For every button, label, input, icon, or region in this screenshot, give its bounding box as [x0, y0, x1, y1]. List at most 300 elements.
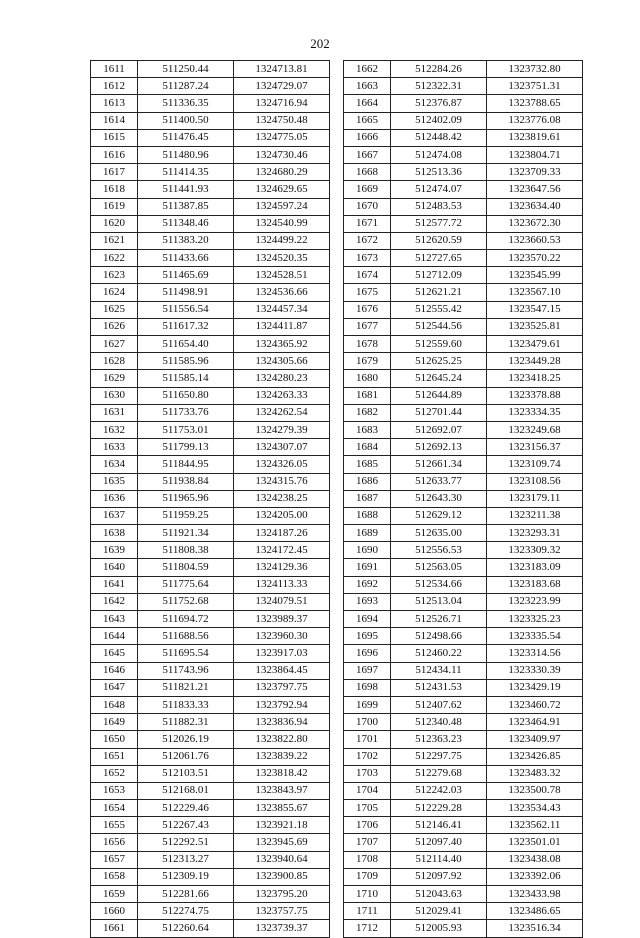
x-coordinate-cell: 512274.75: [138, 903, 234, 920]
y-coordinate-cell: 1323183.68: [487, 576, 583, 593]
point-number-cell: 1626: [91, 318, 138, 335]
x-coordinate-cell: 512526.71: [391, 611, 487, 628]
table-row: [344, 851, 583, 868]
x-coordinate-cell: 511585.14: [138, 370, 234, 387]
point-number-cell: 1631: [91, 404, 138, 421]
y-coordinate-cell: 1323855.67: [234, 800, 330, 817]
x-coordinate-cell: 512146.41: [391, 817, 487, 834]
y-coordinate-cell: 1323525.81: [487, 318, 583, 335]
x-coordinate-cell: 512229.46: [138, 800, 234, 817]
table-row: [91, 714, 330, 731]
y-coordinate-cell: 1324079.51: [234, 593, 330, 610]
point-number-cell: 1707: [344, 834, 391, 851]
x-coordinate-cell: 512363.23: [391, 731, 487, 748]
point-number-cell: 1683: [344, 421, 391, 438]
x-coordinate-cell: 512097.40: [391, 834, 487, 851]
point-number-cell: 1647: [91, 679, 138, 696]
point-number-cell: 1696: [344, 645, 391, 662]
x-coordinate-cell: 511844.95: [138, 456, 234, 473]
table-row: [344, 78, 583, 95]
x-coordinate-cell: 512313.27: [138, 851, 234, 868]
table-row: [91, 353, 330, 370]
point-number-cell: 1641: [91, 576, 138, 593]
point-number-cell: 1690: [344, 542, 391, 559]
x-coordinate-cell: 512513.04: [391, 593, 487, 610]
point-number-cell: 1654: [91, 800, 138, 817]
x-coordinate-cell: 512633.77: [391, 473, 487, 490]
x-coordinate-cell: 512635.00: [391, 525, 487, 542]
point-number-cell: 1711: [344, 903, 391, 920]
point-number-cell: 1679: [344, 353, 391, 370]
table-row: [344, 834, 583, 851]
table-row: [344, 146, 583, 163]
table-row: [344, 731, 583, 748]
x-coordinate-cell: 512431.53: [391, 679, 487, 696]
x-coordinate-cell: 512727.65: [391, 250, 487, 267]
page-number: 202: [310, 36, 330, 51]
table-row: [344, 232, 583, 249]
x-coordinate-cell: 511833.33: [138, 696, 234, 713]
x-coordinate-cell: 512267.43: [138, 817, 234, 834]
point-number-cell: 1692: [344, 576, 391, 593]
table-row: [344, 387, 583, 404]
y-coordinate-cell: 1323795.20: [234, 886, 330, 903]
y-coordinate-cell: 1323570.22: [487, 250, 583, 267]
x-coordinate-cell: 512620.59: [391, 232, 487, 249]
y-coordinate-cell: 1323429.19: [487, 679, 583, 696]
table-row: [91, 232, 330, 249]
point-number-cell: 1669: [344, 181, 391, 198]
point-number-cell: 1633: [91, 439, 138, 456]
table-row: [91, 507, 330, 524]
point-number-cell: 1653: [91, 782, 138, 799]
y-coordinate-cell: 1323732.80: [487, 61, 583, 78]
table-row: [344, 507, 583, 524]
point-number-cell: 1657: [91, 851, 138, 868]
y-coordinate-cell: 1323672.30: [487, 215, 583, 232]
x-coordinate-cell: 512474.07: [391, 181, 487, 198]
y-coordinate-cell: 1323921.18: [234, 817, 330, 834]
x-coordinate-cell: 512281.66: [138, 886, 234, 903]
table-row: [91, 834, 330, 851]
table-row: [91, 146, 330, 163]
y-coordinate-cell: 1324238.25: [234, 490, 330, 507]
x-coordinate-cell: 512643.30: [391, 490, 487, 507]
x-coordinate-cell: 512625.25: [391, 353, 487, 370]
point-number-cell: 1628: [91, 353, 138, 370]
table-row: [91, 267, 330, 284]
table-row: [344, 817, 583, 834]
y-coordinate-cell: 1323757.75: [234, 903, 330, 920]
x-coordinate-cell: 512544.56: [391, 318, 487, 335]
y-coordinate-cell: 1324280.23: [234, 370, 330, 387]
y-coordinate-cell: 1323464.91: [487, 714, 583, 731]
point-number-cell: 1703: [344, 765, 391, 782]
x-coordinate-cell: 511414.35: [138, 164, 234, 181]
table-row: [91, 576, 330, 593]
x-coordinate-cell: 511688.56: [138, 628, 234, 645]
y-coordinate-cell: 1324716.94: [234, 95, 330, 112]
point-number-cell: 1652: [91, 765, 138, 782]
y-coordinate-cell: 1323108.56: [487, 473, 583, 490]
point-number-cell: 1651: [91, 748, 138, 765]
y-coordinate-cell: 1324326.05: [234, 456, 330, 473]
point-number-cell: 1636: [91, 490, 138, 507]
point-number-cell: 1685: [344, 456, 391, 473]
point-number-cell: 1620: [91, 215, 138, 232]
table-row: [91, 129, 330, 146]
point-number-cell: 1624: [91, 284, 138, 301]
y-coordinate-cell: 1323739.37: [234, 920, 330, 937]
point-number-cell: 1687: [344, 490, 391, 507]
y-coordinate-cell: 1323223.99: [487, 593, 583, 610]
x-coordinate-cell: 512474.08: [391, 146, 487, 163]
point-number-cell: 1681: [344, 387, 391, 404]
table-row: [91, 370, 330, 387]
point-number-cell: 1674: [344, 267, 391, 284]
x-coordinate-cell: 512692.07: [391, 421, 487, 438]
table-row: [344, 404, 583, 421]
x-coordinate-cell: 511654.40: [138, 336, 234, 353]
x-coordinate-cell: 511617.32: [138, 318, 234, 335]
x-coordinate-cell: 512621.21: [391, 284, 487, 301]
x-coordinate-cell: 512322.31: [391, 78, 487, 95]
table-row: [344, 765, 583, 782]
table-row: [91, 181, 330, 198]
table-row: [91, 920, 330, 937]
x-coordinate-cell: 512292.51: [138, 834, 234, 851]
x-coordinate-cell: 511336.35: [138, 95, 234, 112]
y-coordinate-cell: 1323797.75: [234, 679, 330, 696]
y-coordinate-cell: 1324113.33: [234, 576, 330, 593]
x-coordinate-cell: 512448.42: [391, 129, 487, 146]
x-coordinate-cell: 512309.19: [138, 868, 234, 885]
y-coordinate-cell: 1323818.42: [234, 765, 330, 782]
x-coordinate-cell: 511433.66: [138, 250, 234, 267]
y-coordinate-cell: 1323449.28: [487, 353, 583, 370]
y-coordinate-cell: 1323378.88: [487, 387, 583, 404]
x-coordinate-cell: 511480.96: [138, 146, 234, 163]
y-coordinate-cell: 1324536.66: [234, 284, 330, 301]
x-coordinate-cell: 512577.72: [391, 215, 487, 232]
point-number-cell: 1642: [91, 593, 138, 610]
table-row: [344, 800, 583, 817]
y-coordinate-cell: 1323634.40: [487, 198, 583, 215]
point-number-cell: 1617: [91, 164, 138, 181]
x-coordinate-cell: 511400.50: [138, 112, 234, 129]
x-coordinate-cell: 512260.64: [138, 920, 234, 937]
y-coordinate-cell: 1323792.94: [234, 696, 330, 713]
y-coordinate-cell: 1323479.61: [487, 336, 583, 353]
x-coordinate-cell: 512279.68: [391, 765, 487, 782]
y-coordinate-cell: 1323989.37: [234, 611, 330, 628]
point-number-cell: 1637: [91, 507, 138, 524]
point-number-cell: 1672: [344, 232, 391, 249]
x-coordinate-cell: 511808.38: [138, 542, 234, 559]
y-coordinate-cell: 1324315.76: [234, 473, 330, 490]
table-row: [344, 714, 583, 731]
table-row: [91, 525, 330, 542]
table-row: [344, 611, 583, 628]
table-row: [91, 817, 330, 834]
y-coordinate-cell: 1324262.54: [234, 404, 330, 421]
y-coordinate-cell: 1323562.11: [487, 817, 583, 834]
point-number-cell: 1639: [91, 542, 138, 559]
y-coordinate-cell: 1324597.24: [234, 198, 330, 215]
x-coordinate-cell: 512434.11: [391, 662, 487, 679]
point-number-cell: 1695: [344, 628, 391, 645]
x-coordinate-cell: 511965.96: [138, 490, 234, 507]
point-number-cell: 1688: [344, 507, 391, 524]
y-coordinate-cell: 1323325.23: [487, 611, 583, 628]
table-row: [91, 473, 330, 490]
table-row: [91, 731, 330, 748]
y-coordinate-cell: 1323486.65: [487, 903, 583, 920]
x-coordinate-cell: 512645.24: [391, 370, 487, 387]
table-row: [344, 250, 583, 267]
point-number-cell: 1612: [91, 78, 138, 95]
point-number-cell: 1693: [344, 593, 391, 610]
x-coordinate-cell: 512026.19: [138, 731, 234, 748]
y-coordinate-cell: 1323426.85: [487, 748, 583, 765]
x-coordinate-cell: 511287.24: [138, 78, 234, 95]
point-number-cell: 1635: [91, 473, 138, 490]
point-number-cell: 1701: [344, 731, 391, 748]
point-number-cell: 1658: [91, 868, 138, 885]
y-coordinate-cell: 1323960.30: [234, 628, 330, 645]
y-coordinate-cell: 1323330.39: [487, 662, 583, 679]
table-row: [91, 679, 330, 696]
table-row: [91, 628, 330, 645]
table-row: [91, 95, 330, 112]
x-coordinate-cell: 511733.76: [138, 404, 234, 421]
table-row: [344, 164, 583, 181]
table-row: [344, 267, 583, 284]
point-number-cell: 1700: [344, 714, 391, 731]
y-coordinate-cell: 1323460.72: [487, 696, 583, 713]
table-row: [344, 886, 583, 903]
point-number-cell: 1622: [91, 250, 138, 267]
x-coordinate-cell: 512402.09: [391, 112, 487, 129]
x-coordinate-cell: 512284.26: [391, 61, 487, 78]
point-number-cell: 1689: [344, 525, 391, 542]
y-coordinate-cell: 1323900.85: [234, 868, 330, 885]
y-coordinate-cell: 1323839.22: [234, 748, 330, 765]
table-row: [91, 490, 330, 507]
x-coordinate-cell: 511743.96: [138, 662, 234, 679]
y-coordinate-cell: 1323660.53: [487, 232, 583, 249]
x-coordinate-cell: 511556.54: [138, 301, 234, 318]
table-row: [344, 868, 583, 885]
y-coordinate-cell: 1324457.34: [234, 301, 330, 318]
y-coordinate-cell: 1323788.65: [487, 95, 583, 112]
x-coordinate-cell: 512534.66: [391, 576, 487, 593]
y-coordinate-cell: 1323211.38: [487, 507, 583, 524]
x-coordinate-cell: 512701.44: [391, 404, 487, 421]
y-coordinate-cell: 1323864.45: [234, 662, 330, 679]
y-coordinate-cell: 1323392.06: [487, 868, 583, 885]
y-coordinate-cell: 1324629.65: [234, 181, 330, 198]
x-coordinate-cell: 512556.53: [391, 542, 487, 559]
point-number-cell: 1648: [91, 696, 138, 713]
point-number-cell: 1616: [91, 146, 138, 163]
point-number-cell: 1640: [91, 559, 138, 576]
table-row: [344, 198, 583, 215]
table-row: [344, 696, 583, 713]
point-number-cell: 1614: [91, 112, 138, 129]
table-row: [91, 284, 330, 301]
table-row: [91, 782, 330, 799]
coordinate-table-right: [343, 60, 583, 938]
y-coordinate-cell: 1323293.31: [487, 525, 583, 542]
point-number-cell: 1684: [344, 439, 391, 456]
y-coordinate-cell: 1324499.22: [234, 232, 330, 249]
table-row: [91, 903, 330, 920]
table-row: [91, 439, 330, 456]
point-number-cell: 1702: [344, 748, 391, 765]
x-coordinate-cell: 512242.03: [391, 782, 487, 799]
table-row: [91, 593, 330, 610]
point-number-cell: 1661: [91, 920, 138, 937]
point-number-cell: 1708: [344, 851, 391, 868]
table-row: [91, 662, 330, 679]
y-coordinate-cell: 1323438.08: [487, 851, 583, 868]
y-coordinate-cell: 1323709.33: [487, 164, 583, 181]
table-row: [344, 473, 583, 490]
x-coordinate-cell: 512661.34: [391, 456, 487, 473]
y-coordinate-cell: 1324750.48: [234, 112, 330, 129]
table-row: [344, 421, 583, 438]
y-coordinate-cell: 1324205.00: [234, 507, 330, 524]
point-number-cell: 1645: [91, 645, 138, 662]
y-coordinate-cell: 1324680.29: [234, 164, 330, 181]
y-coordinate-cell: 1323547.15: [487, 301, 583, 318]
table-row: [91, 250, 330, 267]
table-row: [344, 301, 583, 318]
point-number-cell: 1627: [91, 336, 138, 353]
point-number-cell: 1638: [91, 525, 138, 542]
point-number-cell: 1632: [91, 421, 138, 438]
x-coordinate-cell: 511821.21: [138, 679, 234, 696]
table-row: [91, 404, 330, 421]
y-coordinate-cell: 1323335.54: [487, 628, 583, 645]
point-number-cell: 1706: [344, 817, 391, 834]
y-coordinate-cell: 1324305.66: [234, 353, 330, 370]
y-coordinate-cell: 1323334.35: [487, 404, 583, 421]
y-coordinate-cell: 1324187.26: [234, 525, 330, 542]
y-coordinate-cell: 1324129.36: [234, 559, 330, 576]
x-coordinate-cell: 511585.96: [138, 353, 234, 370]
x-coordinate-cell: 511694.72: [138, 611, 234, 628]
point-number-cell: 1705: [344, 800, 391, 817]
x-coordinate-cell: 511799.13: [138, 439, 234, 456]
table-row: [91, 886, 330, 903]
x-coordinate-cell: 511695.54: [138, 645, 234, 662]
x-coordinate-cell: 511498.91: [138, 284, 234, 301]
y-coordinate-cell: 1323501.01: [487, 834, 583, 851]
x-coordinate-cell: 511882.31: [138, 714, 234, 731]
table-row: [91, 611, 330, 628]
y-coordinate-cell: 1324713.81: [234, 61, 330, 78]
x-coordinate-cell: 512407.62: [391, 696, 487, 713]
point-number-cell: 1664: [344, 95, 391, 112]
point-number-cell: 1712: [344, 920, 391, 937]
table-row: [91, 696, 330, 713]
table-row: [344, 593, 583, 610]
point-number-cell: 1625: [91, 301, 138, 318]
point-number-cell: 1686: [344, 473, 391, 490]
table-row: [91, 318, 330, 335]
point-number-cell: 1691: [344, 559, 391, 576]
y-coordinate-cell: 1323418.25: [487, 370, 583, 387]
y-coordinate-cell: 1323534.43: [487, 800, 583, 817]
table-row: [91, 851, 330, 868]
table-row: [344, 181, 583, 198]
x-coordinate-cell: 511650.80: [138, 387, 234, 404]
table-row: [344, 628, 583, 645]
x-coordinate-cell: 512483.53: [391, 198, 487, 215]
x-coordinate-cell: 511921.34: [138, 525, 234, 542]
y-coordinate-cell: 1323940.64: [234, 851, 330, 868]
point-number-cell: 1682: [344, 404, 391, 421]
y-coordinate-cell: 1324172.45: [234, 542, 330, 559]
x-coordinate-cell: 511348.46: [138, 215, 234, 232]
y-coordinate-cell: 1323819.61: [487, 129, 583, 146]
table-row: [344, 370, 583, 387]
table-row: [344, 542, 583, 559]
x-coordinate-cell: 511441.93: [138, 181, 234, 198]
point-number-cell: 1618: [91, 181, 138, 198]
point-number-cell: 1694: [344, 611, 391, 628]
x-coordinate-cell: 511775.64: [138, 576, 234, 593]
x-coordinate-cell: 512644.89: [391, 387, 487, 404]
table-row: [91, 215, 330, 232]
point-number-cell: 1615: [91, 129, 138, 146]
table-row: [91, 336, 330, 353]
point-number-cell: 1704: [344, 782, 391, 799]
table-row: [344, 679, 583, 696]
x-coordinate-cell: 511465.69: [138, 267, 234, 284]
point-number-cell: 1623: [91, 267, 138, 284]
point-number-cell: 1665: [344, 112, 391, 129]
table-row: [344, 559, 583, 576]
table-row: [344, 903, 583, 920]
table-row: [344, 95, 583, 112]
point-number-cell: 1698: [344, 679, 391, 696]
table-row: [344, 215, 583, 232]
x-coordinate-cell: 511804.59: [138, 559, 234, 576]
point-number-cell: 1676: [344, 301, 391, 318]
x-coordinate-cell: 511959.25: [138, 507, 234, 524]
table-row: [91, 301, 330, 318]
point-number-cell: 1650: [91, 731, 138, 748]
y-coordinate-cell: 1323917.03: [234, 645, 330, 662]
table-row: [91, 78, 330, 95]
x-coordinate-cell: 511938.84: [138, 473, 234, 490]
x-coordinate-cell: 512629.12: [391, 507, 487, 524]
table-row: [91, 198, 330, 215]
y-coordinate-cell: 1324365.92: [234, 336, 330, 353]
point-number-cell: 1634: [91, 456, 138, 473]
point-number-cell: 1670: [344, 198, 391, 215]
x-coordinate-cell: 512114.40: [391, 851, 487, 868]
y-coordinate-cell: 1323109.74: [487, 456, 583, 473]
table-row: [344, 920, 583, 937]
x-coordinate-cell: 512460.22: [391, 645, 487, 662]
table-row: [91, 559, 330, 576]
y-coordinate-cell: 1323545.99: [487, 267, 583, 284]
table-row: [91, 421, 330, 438]
